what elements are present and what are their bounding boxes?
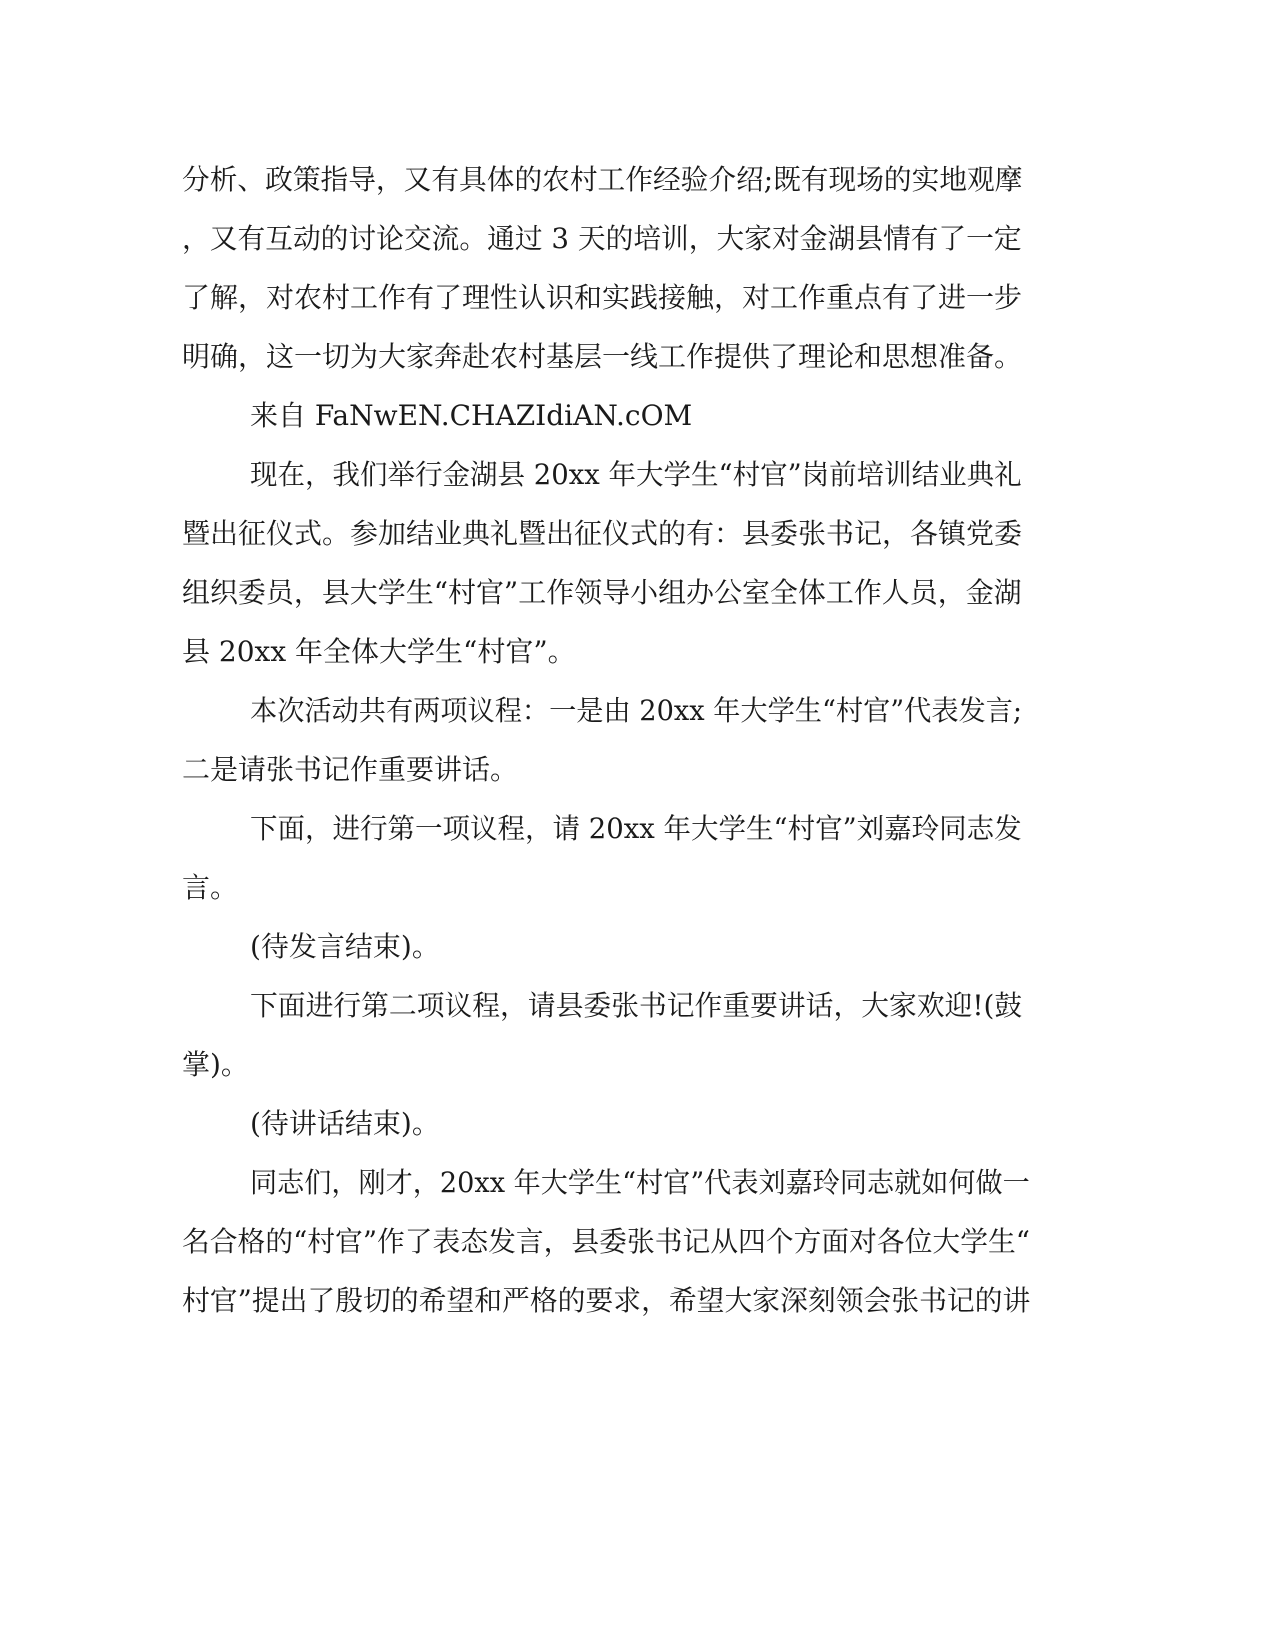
text-line: 本次活动共有两项议程：一是由 20xx 年大学生“村官”代表发言; — [250, 694, 1023, 727]
text-line: 组织委员，县大学生“村官”工作领导小组办公室全体工作人员，金湖 — [182, 576, 1022, 609]
text-line: 县 20xx 年全体大学生“村官”。 — [182, 635, 576, 668]
text-line: 同志们，刚才，20xx 年大学生“村官”代表刘嘉玲同志就如何做一 — [250, 1166, 1030, 1199]
text-line: 二是请张书记作重要讲话。 — [182, 753, 519, 786]
text-line: 了解，对农村工作有了理性认识和实践接触，对工作重点有了进一步 — [182, 281, 1023, 314]
text-line: (待讲话结束)。 — [250, 1107, 440, 1140]
text-line: 言。 — [182, 871, 239, 904]
text-line: 下面，进行第一项议程，请 20xx 年大学生“村官”刘嘉玲同志发 — [250, 812, 1022, 845]
text-line: 分析、政策指导，又有具体的农村工作经验介绍;既有现场的实地观摩 — [182, 163, 1023, 196]
text-line: 下面进行第二项议程，请县委张书记作重要讲话，大家欢迎!(鼓 — [250, 989, 1023, 1022]
text-line: ，又有互动的讨论交流。通过 3 天的培训，大家对金湖县情有了一定 — [182, 222, 1022, 255]
text-line: 名合格的“村官”作了表态发言，县委张书记从四个方面对各位大学生“ — [182, 1225, 1030, 1258]
text-line: 明确，这一切为大家奔赴农村基层一线工作提供了理论和思想准备。 — [182, 340, 1023, 373]
text-line: (待发言结束)。 — [250, 930, 440, 963]
text-line: 现在，我们举行金湖县 20xx 年大学生“村官”岗前培训结业典礼 — [250, 458, 1022, 491]
text-line: 村官”提出了殷切的希望和严格的要求，希望大家深刻领会张书记的讲 — [182, 1284, 1031, 1317]
text-line: 来自 FaNwEN.CHAZIdiAN.cOM — [250, 399, 693, 432]
text-line: 暨出征仪式。参加结业典礼暨出征仪式的有：县委张书记，各镇党委 — [182, 517, 1023, 550]
text-line: 掌)。 — [182, 1048, 249, 1081]
